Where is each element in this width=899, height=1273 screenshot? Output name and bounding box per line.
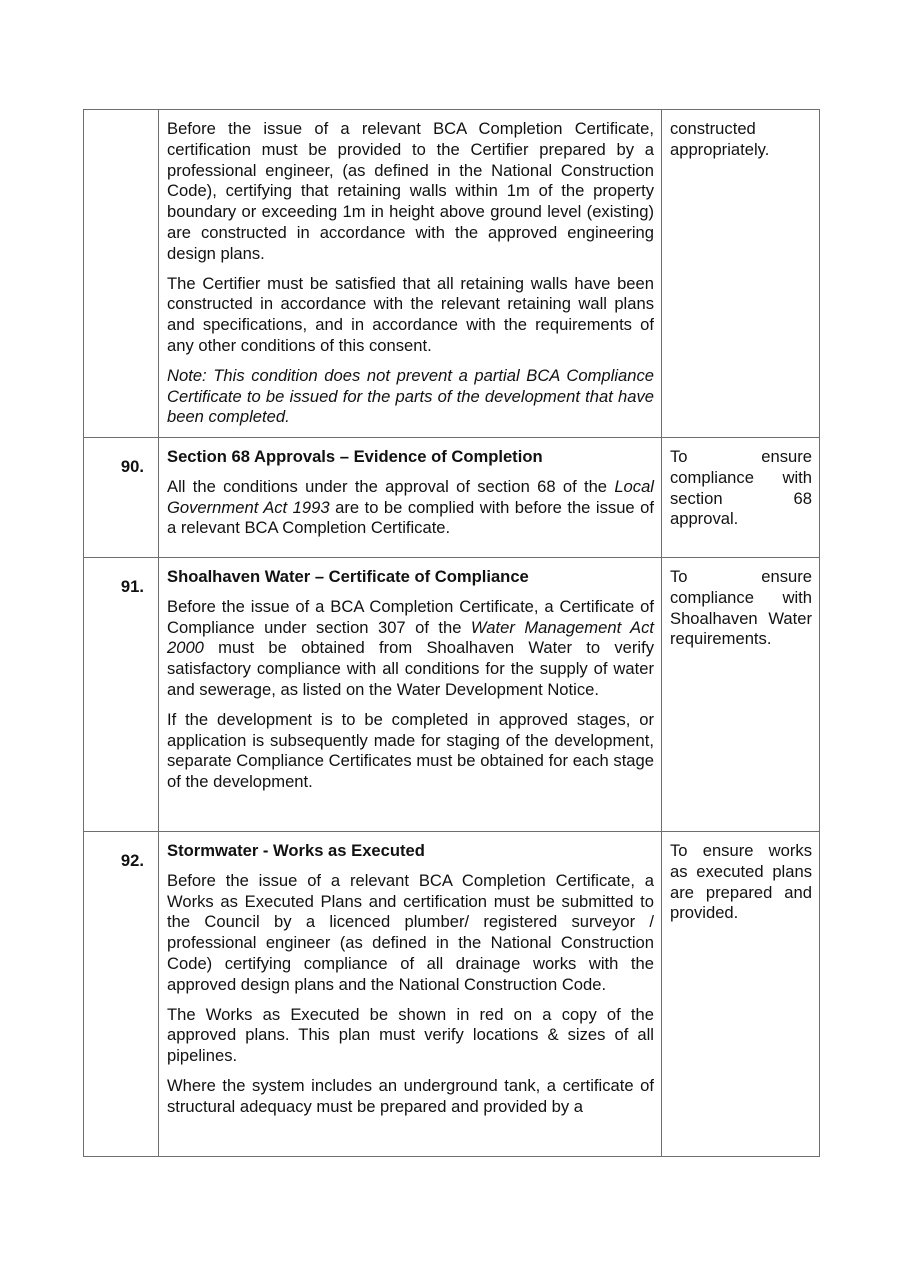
condition-paragraph: The Certifier must be satisfied that all retaining walls have been constructed in accordance with the relevant retaining wall plans and specifications, and in accordance with the requirements of any other conditions of this consent.: [167, 273, 654, 355]
condition-reason: [662, 110, 820, 438]
condition-paragraph: [167, 477, 654, 539]
reason-text: constructed appropriately.: [670, 119, 770, 159]
condition-paragraph: If the development is to be completed in approved stages, or application is subsequently made for staging of the development, separate Compliance Certificates must be obtained for each stage of the development.: [167, 709, 654, 792]
condition-paragraph: Before the issue of a relevant BCA Completion Certificate, certification must be provided to the Certifier prepared by a professional engineer, (as defined in the National Construction Code), certifying that retaining walls within 1m of the property boundary or exceeding 1m in height above ground level (existing) are constructed in accordance with the approved engineering design plans.: [167, 119, 654, 263]
act-title: Water Management Act 2000: [167, 617, 654, 658]
table-row: [84, 110, 820, 438]
table-row: [84, 438, 820, 558]
paragraph-text: Before the issue of a BCA Completion Certificate, a Certificate of Compliance under section 307 of the: [167, 596, 654, 637]
condition-heading: Section 68 Approvals – Evidence of Completion: [167, 447, 543, 466]
condition-number: 91.: [84, 558, 159, 832]
condition-text: [159, 832, 662, 1157]
condition-text: [159, 110, 662, 438]
reason-text: To ensure works as executed plans are prepared and provided.: [670, 841, 812, 923]
reason-text: To ensure compliance with Shoalhaven Water requirements.: [670, 567, 812, 649]
paragraph-text: All the conditions under the approval of section 68 of the: [167, 476, 615, 496]
condition-text: [159, 558, 662, 832]
condition-note: Note: This condition does not prevent a partial BCA Compliance Certificate to be issued for the parts of the development that have been completed.: [167, 365, 654, 427]
paragraph-text: are to be complied with before the issue of a relevant BCA Completion Certificate.: [167, 497, 654, 538]
condition-heading: Stormwater - Works as Executed: [167, 841, 425, 860]
conditions-table: [83, 109, 820, 1157]
paragraph-text: must be obtained from Shoalhaven Water to verify satisfactory compliance with all conditions for the supply of water and sewerage, as listed on the Water Development Notice.: [167, 638, 654, 699]
condition-text: [159, 438, 662, 558]
condition-reason: [662, 832, 820, 1157]
condition-paragraph: Before the issue of a relevant BCA Completion Certificate, a Works as Executed Plans and certification must be submitted to the Council by a licenced plumber/ registered surveyor / professional engineer (as defined in the National Construction Code) certifying compliance of all drainage works with the approved design plans and the National Construction Code.: [167, 870, 654, 994]
condition-number: 90.: [84, 438, 159, 558]
condition-reason: [662, 558, 820, 832]
condition-heading: Shoalhaven Water – Certificate of Compliance: [167, 567, 529, 586]
table-row: [84, 832, 820, 1157]
table-row: [84, 558, 820, 832]
act-title: Local Government Act 1993: [167, 476, 654, 517]
condition-reason: [662, 438, 820, 558]
reason-text: To ensure compliance with section 68 approval.: [670, 447, 812, 529]
condition-number: [84, 110, 159, 438]
condition-paragraph: [167, 597, 654, 701]
condition-paragraph: Where the system includes an underground tank, a certificate of structural adequacy must be prepared and provided by a: [167, 1075, 654, 1116]
condition-paragraph: The Works as Executed be shown in red on a copy of the approved plans. This plan must verify locations & sizes of all pipelines.: [167, 1004, 654, 1066]
condition-number: 92.: [84, 832, 159, 1157]
